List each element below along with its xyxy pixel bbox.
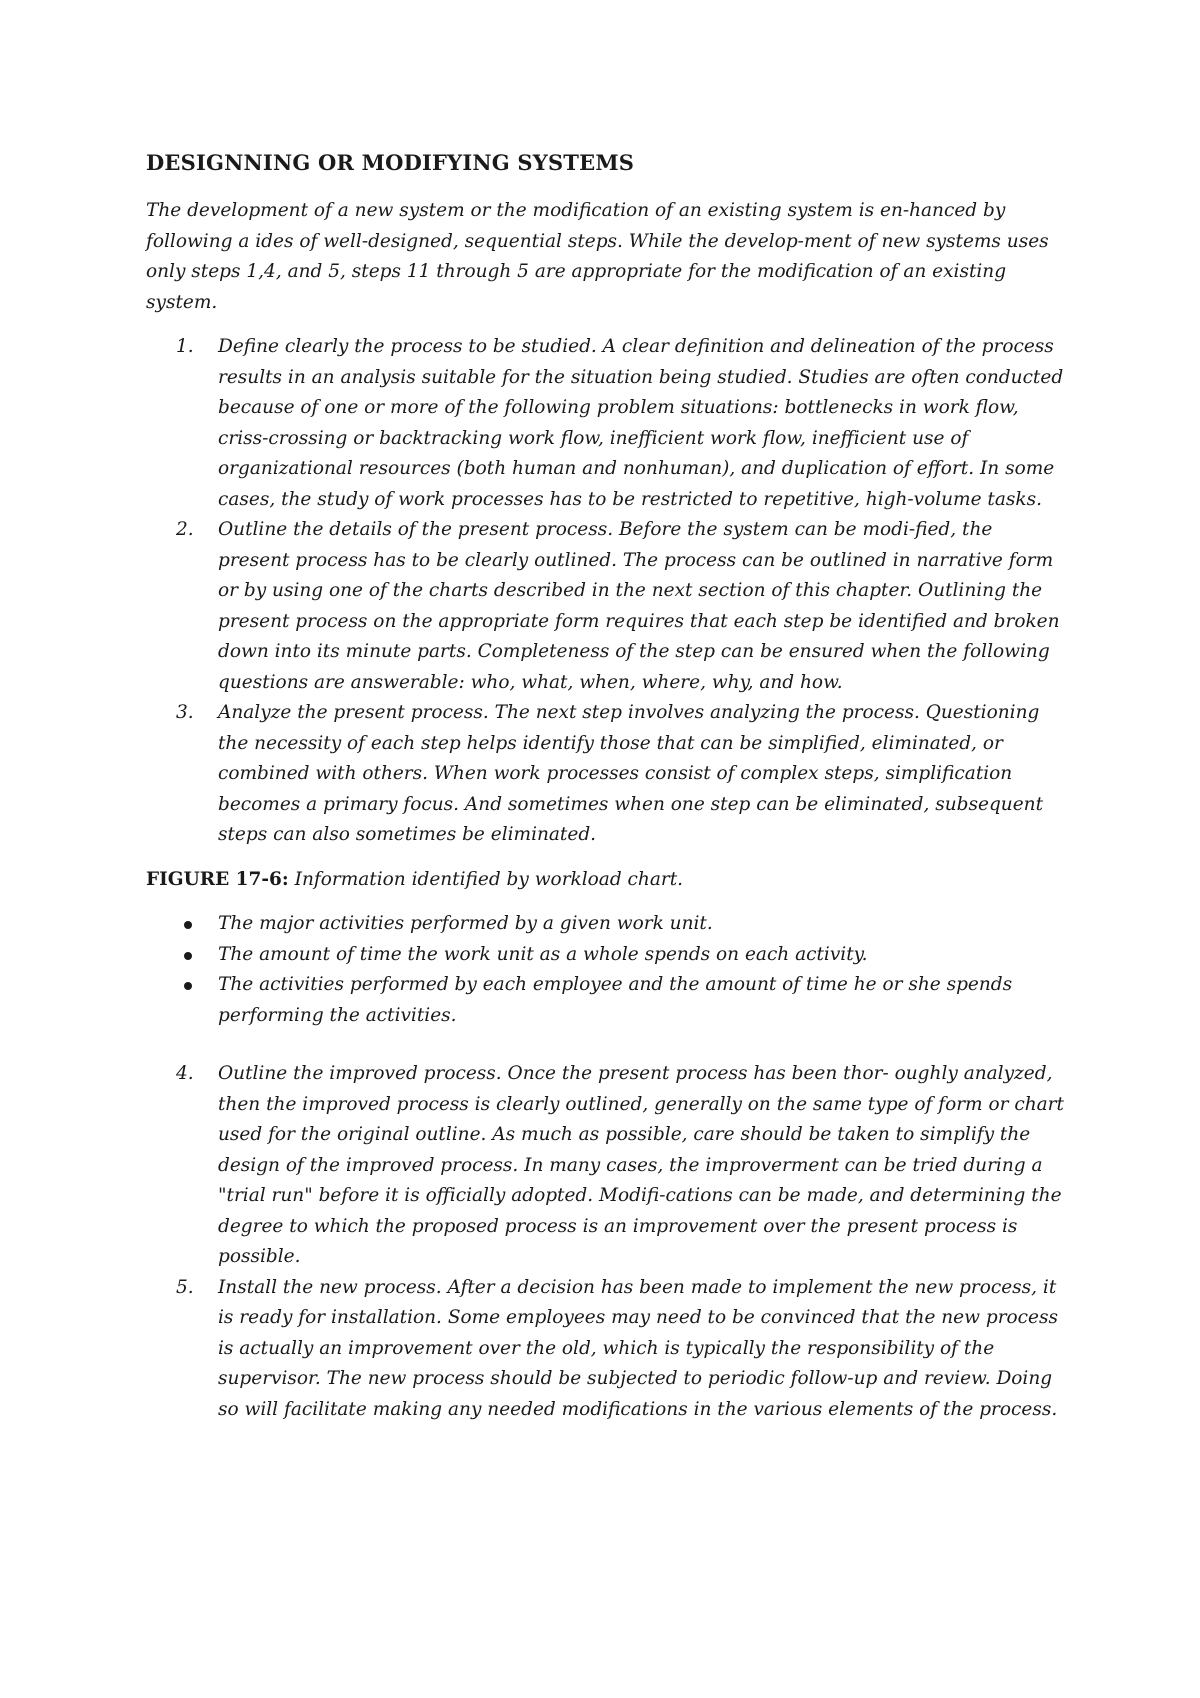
step-text: Analyze the present process. The next step involves analyzing the process. Questioning the necessity of each step helps identify those that can be simplified, eliminated, or combined with others. When work processes consist of complex steps, simplification becomes a primary focus. And sometimes when one step can be eliminated, subsequent steps can also sometimes be eliminated. bbox=[218, 702, 1044, 845]
step-number: 1. bbox=[176, 336, 194, 357]
figure-caption bbox=[146, 865, 1066, 896]
bullet-list bbox=[146, 909, 1066, 1031]
page-title: DESIGNNING OR MODIFYING SYSTEMS bbox=[146, 150, 635, 175]
bullet-text: The major activities performed by a given work unit. bbox=[218, 913, 713, 934]
list-item-step-4 bbox=[146, 1059, 1066, 1273]
steps-list-part2 bbox=[146, 1059, 1066, 1425]
bullet-icon bbox=[184, 982, 192, 990]
figure-label: FIGURE 17-6: bbox=[146, 868, 289, 890]
bullet-text: The amount of time the work unit as a whole spends on each activity. bbox=[218, 943, 868, 965]
bullet-icon bbox=[184, 952, 192, 960]
step-text: Outline the details of the present process. Before the system can be modi-fied, the present process has to be clearly outlined. The process can be outlined in narrative form or by using one of the charts described in the next section of this chapter. Outlining the present process on the appropriate form requires that each step be identified and broken down into its minute parts. Completeness of the step can be ensured when the following questions are answerable: who, what, when, where, why, and how. bbox=[218, 519, 1060, 693]
list-item-step-3 bbox=[146, 698, 1066, 851]
bullet-icon bbox=[184, 921, 192, 929]
bullet-text: The activities performed by each employee and the amount of time he or she spends performing the activities. bbox=[218, 974, 1013, 1026]
list-item-step-5 bbox=[146, 1273, 1066, 1426]
list-item-step-1 bbox=[146, 332, 1066, 515]
step-number: 5. bbox=[176, 1276, 194, 1298]
bullet-item bbox=[146, 909, 1066, 940]
step-text: Install the new process. After a decision has been made to implement the new process, it is ready for installation. Some employees may need to be convinced that the new process is actually an improvement over the old, which is typically the responsibility of the supervisor. The new process should be subjected to periodic follow-up and review. Doing so will facilitate making any needed modifications in the various elements of the process. bbox=[218, 1276, 1058, 1420]
document-page bbox=[146, 148, 1066, 1425]
bullet-item bbox=[146, 940, 1066, 971]
list-item-step-2 bbox=[146, 515, 1066, 698]
step-text: Outline the improved process. Once the present process has been thor- oughly analyzed, then the improved process is clearly outlined, generally on the same type of form or chart used for the original outline. As much as possible, care should be taken to simplify the design of the improved process. In many cases, the improverment can be tried during a "trial run" before it is officially adopted. Modifi-cations can be made, and determining the degree to which the proposed process is an improvement over the present process is possible. bbox=[218, 1063, 1064, 1267]
steps-list-part1 bbox=[146, 332, 1066, 851]
spacer bbox=[146, 1031, 1066, 1059]
step-number: 4. bbox=[176, 1063, 194, 1084]
step-number: 3. bbox=[176, 702, 194, 723]
bullet-item bbox=[146, 970, 1066, 1031]
step-text: Define clearly the process to be studied. A clear definition and delineation of the process results in an analysis suitable for the situation being studied. Studies are often conducted because of one or more of the following problem situations: bottlenecks in work flow, criss-crossing or backtracking work flow, inefficient work flow, inefficient use of organizational resources (both human and nonhuman), and duplication of effort. In some cases, the study of work processes has to be restricted to repetitive, high-volume tasks. bbox=[218, 336, 1064, 510]
figure-text: Information identified by workload chart. bbox=[294, 868, 684, 890]
step-number: 2. bbox=[176, 519, 194, 540]
intro-paragraph: The development of a new system or the modification of an existing system is en-hanced by following a ides of well-designed, sequential steps. While the develop-ment of new systems uses only steps 1,4, and 5, steps 11 through 5 are appropriate for the modification of an existing system. bbox=[146, 200, 1049, 313]
